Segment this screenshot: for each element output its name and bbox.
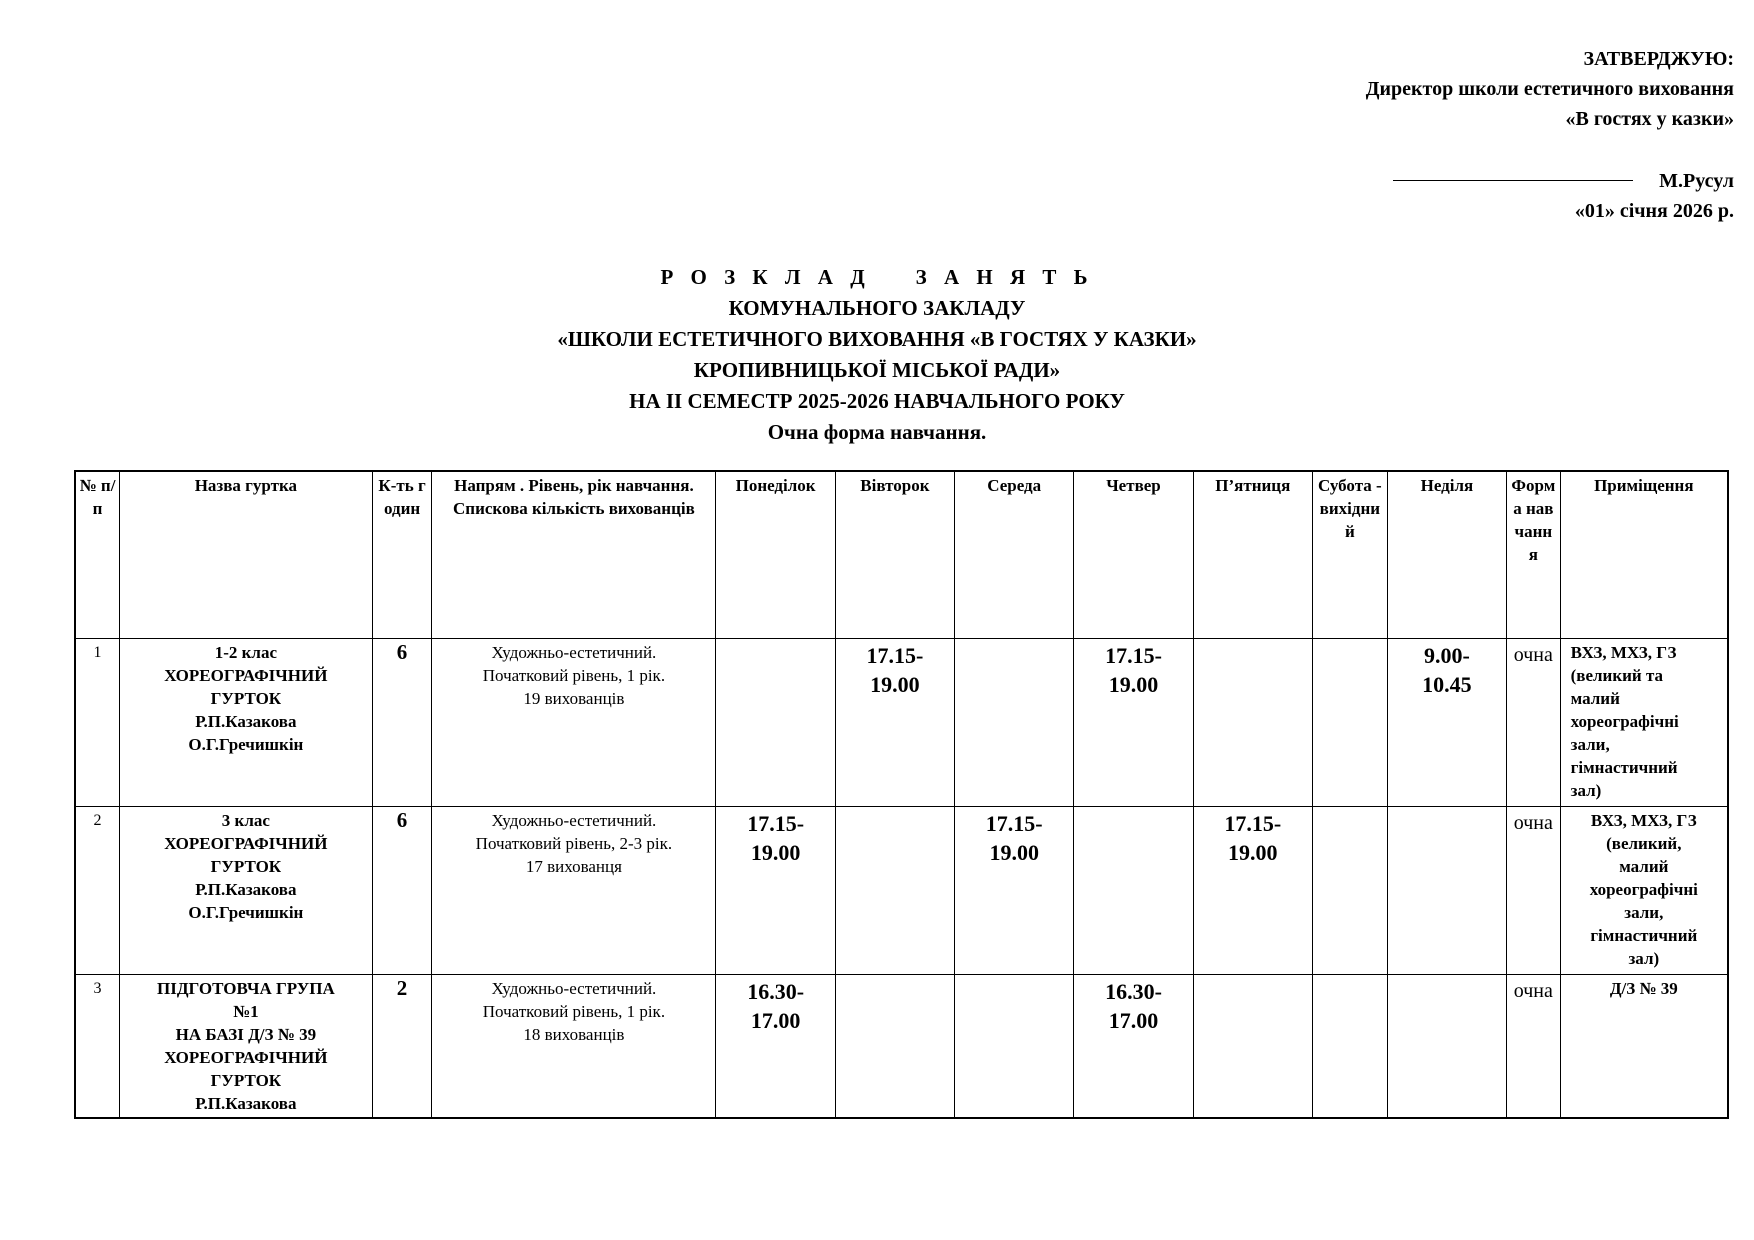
direction-info-line: 19 вихованців (523, 689, 625, 708)
row-number: 2 (75, 807, 119, 975)
group-name-line: ГУРТОК (210, 1071, 282, 1090)
room-info-line: зал) (1628, 949, 1660, 968)
room-info-line: малий (1570, 689, 1620, 708)
direction-info-line: 18 вихованців (523, 1025, 625, 1044)
group-name-line: ХОРЕОГРАФІЧНИЙ (164, 666, 328, 685)
time-start: 17.15- (866, 643, 924, 668)
schedule-sunday (1387, 639, 1506, 807)
schedule-saturday (1312, 639, 1387, 807)
direction-info-line: Початковий рівень, 1 рік. (482, 1002, 666, 1021)
header-tuesday: Вівторок (835, 471, 954, 639)
table-row (75, 975, 1728, 1119)
time-end: 19.00 (870, 672, 920, 697)
header-friday: П’ятниця (1193, 471, 1312, 639)
header-wednesday: Середа (955, 471, 1074, 639)
direction-info-line: Художньо-естетичний. (491, 979, 657, 998)
header-form: Форма навчання (1507, 471, 1561, 639)
room-info-line: ВХЗ, МХЗ, ГЗ (1570, 643, 1677, 662)
group-name-line: ГУРТОК (210, 689, 282, 708)
schedule-wednesday (955, 639, 1074, 807)
time-end: 10.45 (1422, 672, 1472, 697)
approval-position: Директор школи естетичного виховання (1365, 78, 1734, 100)
group-name-line: Р.П.Казакова (195, 1094, 297, 1113)
group-name-line: О.Г.Гречишкін (188, 903, 304, 922)
approval-school: «В гостях у казки» (1565, 108, 1734, 130)
hours-count: 6 (372, 639, 432, 807)
time-end: 19.00 (989, 840, 1039, 865)
group-name-line: №1 (233, 1002, 259, 1021)
time-start: 17.15- (985, 811, 1043, 836)
room-info (1560, 975, 1728, 1119)
row-number: 1 (75, 639, 119, 807)
schedule-wednesday (955, 975, 1074, 1119)
schedule-thursday (1074, 975, 1193, 1119)
room-info-line: зали, (1570, 735, 1610, 754)
time-end: 19.00 (750, 840, 801, 865)
signature-line (1393, 180, 1633, 181)
room-info-line: (великий, (1606, 834, 1682, 853)
direction-info-line: 17 вихованця (525, 857, 622, 876)
title-line-3: «ШКОЛИ ЕСТЕТИЧНОГО ВИХОВАННЯ «В ГОСТЯХ У КАЗКИ» (557, 327, 1197, 351)
direction-info-line: Початковий рівень, 2-3 рік. (475, 834, 673, 853)
room-info-line: хореографічні (1589, 880, 1698, 899)
approval-signer: М.Русул (1659, 170, 1734, 192)
header-thursday: Четвер (1074, 471, 1193, 639)
table-row (75, 807, 1728, 975)
study-form: очна (1507, 639, 1561, 807)
room-info-line: гімнастичний (1590, 926, 1698, 945)
group-name-line: О.Г.Гречишкін (188, 735, 304, 754)
schedule-thursday (1074, 807, 1193, 975)
schedule-monday (716, 975, 835, 1119)
direction-info-line: Початковий рівень, 1 рік. (482, 666, 666, 685)
schedule-thursday (1074, 639, 1193, 807)
schedule-friday (1193, 975, 1312, 1119)
time-start: 17.15- (1105, 643, 1162, 668)
room-info-line: зали, (1624, 903, 1664, 922)
study-form: очна (1507, 975, 1561, 1119)
approval-signature-row (1366, 166, 1734, 196)
room-info-line: гімнастичний (1570, 758, 1678, 777)
hours-count: 2 (372, 975, 432, 1119)
time-end: 17.00 (750, 1008, 801, 1033)
group-name (119, 975, 372, 1119)
schedule-monday (716, 639, 835, 807)
room-info-line: (великий та (1570, 666, 1664, 685)
direction-info-line: Художньо-естетичний. (491, 643, 657, 662)
header-sunday: Неділя (1387, 471, 1506, 639)
room-info-line: ВХЗ, МХЗ, ГЗ (1590, 811, 1697, 830)
group-name-line: 1-2 клас (214, 643, 277, 662)
schedule-wednesday (955, 807, 1074, 975)
room-info-line: хореографічні (1570, 712, 1679, 731)
time-start: 17.15- (1224, 811, 1282, 836)
time-end: 19.00 (1108, 672, 1159, 697)
schedule-tuesday (835, 639, 954, 807)
header-saturday: Субота - вихідний (1312, 471, 1387, 639)
direction-info (432, 807, 716, 975)
study-form: очна (1507, 807, 1561, 975)
schedule-friday (1193, 639, 1312, 807)
group-name-line: 3 клас (221, 811, 270, 830)
title-line-2: КОМУНАЛЬНОГО ЗАКЛАДУ (728, 296, 1026, 320)
group-name-line: Р.П.Казакова (195, 712, 297, 731)
room-info (1560, 639, 1728, 807)
header-direction: Напрям . Рівень, рік навчання. Спискова кількість вихованців (432, 471, 716, 639)
group-name-line: ГУРТОК (210, 857, 282, 876)
room-info-line: зал) (1570, 781, 1602, 800)
approval-date: «01» січня 2026 р. (1574, 200, 1734, 222)
direction-info (432, 975, 716, 1119)
hours-count: 6 (372, 807, 432, 975)
direction-info (432, 639, 716, 807)
group-name-line: ХОРЕОГРАФІЧНИЙ (164, 834, 328, 853)
approval-heading: ЗАТВЕРДЖУЮ: (1583, 48, 1734, 70)
time-end: 19.00 (1228, 840, 1278, 865)
schedule-tuesday (835, 807, 954, 975)
schedule-tuesday (835, 975, 954, 1119)
time-start: 9.00- (1423, 643, 1470, 668)
title-line-4: КРОПИВНИЦЬКОЇ МІСЬКОЇ РАДИ» (693, 358, 1061, 382)
group-name-line: НА БАЗІ Д/З № 39 (175, 1025, 317, 1044)
title-line-5: НА ІІ СЕМЕСТР 2025-2026 НАВЧАЛЬНОГО РОКУ (629, 389, 1125, 413)
schedule-table (74, 470, 1729, 1119)
schedule-saturday (1312, 975, 1387, 1119)
header-monday: Понеділок (716, 471, 835, 639)
row-number: 3 (75, 975, 119, 1119)
schedule-saturday (1312, 807, 1387, 975)
header-hours: К-ть годин (372, 471, 432, 639)
table-header-row (75, 471, 1728, 639)
time-end: 17.00 (1108, 1008, 1159, 1033)
room-info-line: малий (1619, 857, 1669, 876)
group-name-line: ХОРЕОГРАФІЧНИЙ (164, 1048, 328, 1067)
time-start: 16.30- (1105, 979, 1162, 1004)
schedule-sunday (1387, 975, 1506, 1119)
header-num: № п/п (75, 471, 119, 639)
time-start: 17.15- (747, 811, 805, 836)
group-name (119, 639, 372, 807)
group-name-line: Р.П.Казакова (195, 880, 297, 899)
header-name: Назва гуртка (119, 471, 372, 639)
title-line-6: Очна форма навчання. (767, 420, 987, 444)
approval-block (1366, 44, 1734, 226)
group-name (119, 807, 372, 975)
time-start: 16.30- (747, 979, 805, 1004)
room-info (1560, 807, 1728, 975)
schedule-friday (1193, 807, 1312, 975)
document-title (0, 262, 1754, 448)
room-info-line: Д/З № 39 (1609, 979, 1678, 998)
table-row (75, 639, 1728, 807)
group-name-line: ПІДГОТОВЧА ГРУПА (156, 979, 335, 998)
schedule-sunday (1387, 807, 1506, 975)
header-room: Приміщення (1560, 471, 1728, 639)
direction-info-line: Художньо-естетичний. (491, 811, 657, 830)
title-line-1: Р О З К Л А Д З А Н Я Т Ь (660, 265, 1094, 289)
schedule-monday (716, 807, 835, 975)
